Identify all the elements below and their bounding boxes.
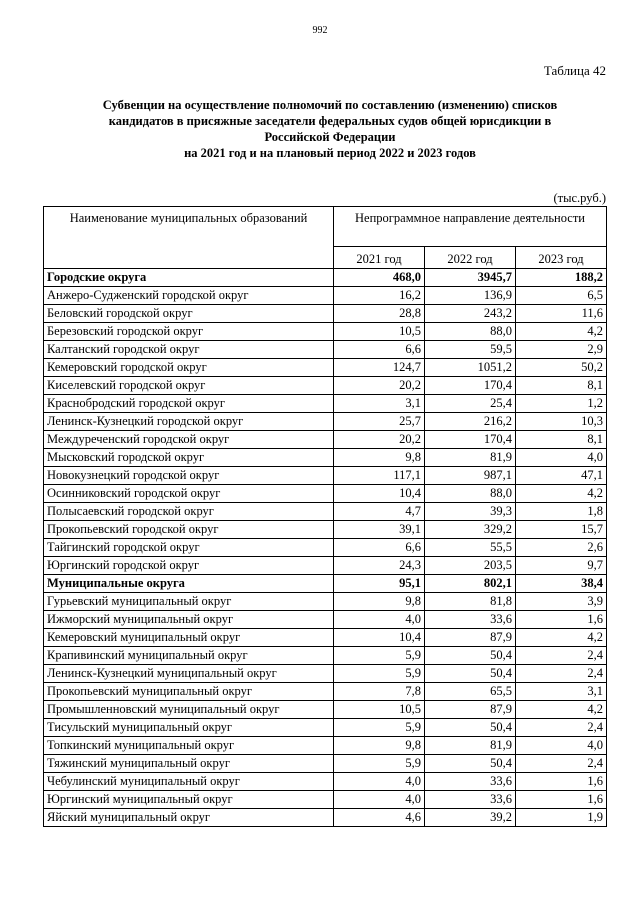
table-row bbox=[44, 647, 607, 665]
municipality-name: Ижморский муниципальный округ bbox=[44, 611, 334, 629]
table-row bbox=[44, 503, 607, 521]
value-2023: 8,1 bbox=[516, 431, 607, 449]
table-row bbox=[44, 719, 607, 737]
units-label: (тыс.руб.) bbox=[553, 191, 606, 205]
value-2023: 4,2 bbox=[516, 323, 607, 341]
value-2022: 87,9 bbox=[425, 629, 516, 647]
municipality-name: Новокузнецкий городской округ bbox=[44, 467, 334, 485]
table-row bbox=[44, 377, 607, 395]
value-2022: 88,0 bbox=[425, 485, 516, 503]
value-2022: 33,6 bbox=[425, 791, 516, 809]
table-group-row bbox=[44, 269, 607, 287]
table-body bbox=[44, 269, 607, 827]
table-row bbox=[44, 809, 607, 827]
table-row bbox=[44, 395, 607, 413]
value-2021: 4,6 bbox=[334, 809, 425, 827]
value-2022: 81,8 bbox=[425, 593, 516, 611]
municipality-name: Кемеровский городской округ bbox=[44, 359, 334, 377]
value-2021: 7,8 bbox=[334, 683, 425, 701]
municipality-name: Междуреченский городской округ bbox=[44, 431, 334, 449]
municipality-name: Мысковский городской округ bbox=[44, 449, 334, 467]
value-2022: 802,1 bbox=[425, 575, 516, 593]
value-2023: 1,6 bbox=[516, 791, 607, 809]
table-label: Таблица 42 bbox=[543, 63, 606, 78]
header-municipality: Наименование муниципальных образований bbox=[44, 207, 334, 269]
value-2023: 2,4 bbox=[516, 647, 607, 665]
value-2023: 38,4 bbox=[516, 575, 607, 593]
municipality-name: Промышленновский муниципальный округ bbox=[44, 701, 334, 719]
value-2021: 9,8 bbox=[334, 737, 425, 755]
value-2021: 5,9 bbox=[334, 719, 425, 737]
value-2022: 136,9 bbox=[425, 287, 516, 305]
value-2022: 33,6 bbox=[425, 611, 516, 629]
value-2021: 9,8 bbox=[334, 593, 425, 611]
value-2021: 24,3 bbox=[334, 557, 425, 575]
value-2023: 4,0 bbox=[516, 449, 607, 467]
value-2023: 1,2 bbox=[516, 395, 607, 413]
municipality-name: Краснобродский городской округ bbox=[44, 395, 334, 413]
value-2021: 5,9 bbox=[334, 665, 425, 683]
table-row bbox=[44, 431, 607, 449]
value-2023: 2,6 bbox=[516, 539, 607, 557]
value-2023: 2,4 bbox=[516, 719, 607, 737]
table-row bbox=[44, 791, 607, 809]
table-row bbox=[44, 359, 607, 377]
header-year-2021: 2021 год bbox=[334, 247, 425, 269]
value-2022: 33,6 bbox=[425, 773, 516, 791]
value-2023: 4,2 bbox=[516, 701, 607, 719]
value-2022: 170,4 bbox=[425, 377, 516, 395]
value-2023: 3,1 bbox=[516, 683, 607, 701]
value-2022: 329,2 bbox=[425, 521, 516, 539]
value-2023: 11,6 bbox=[516, 305, 607, 323]
value-2023: 47,1 bbox=[516, 467, 607, 485]
value-2023: 188,2 bbox=[516, 269, 607, 287]
table-row bbox=[44, 701, 607, 719]
value-2022: 987,1 bbox=[425, 467, 516, 485]
table-row bbox=[44, 665, 607, 683]
table-row bbox=[44, 611, 607, 629]
municipality-name: Юргинский муниципальный округ bbox=[44, 791, 334, 809]
value-2021: 124,7 bbox=[334, 359, 425, 377]
value-2023: 2,9 bbox=[516, 341, 607, 359]
value-2022: 170,4 bbox=[425, 431, 516, 449]
value-2022: 203,5 bbox=[425, 557, 516, 575]
municipality-name: Ленинск-Кузнецкий муниципальный округ bbox=[44, 665, 334, 683]
value-2023: 6,5 bbox=[516, 287, 607, 305]
value-2023: 1,8 bbox=[516, 503, 607, 521]
table-row bbox=[44, 449, 607, 467]
value-2022: 50,4 bbox=[425, 719, 516, 737]
value-2021: 3,1 bbox=[334, 395, 425, 413]
value-2023: 8,1 bbox=[516, 377, 607, 395]
value-2021: 4,7 bbox=[334, 503, 425, 521]
table-row bbox=[44, 773, 607, 791]
table-row bbox=[44, 341, 607, 359]
value-2023: 4,2 bbox=[516, 485, 607, 503]
table-row bbox=[44, 755, 607, 773]
value-2023: 9,7 bbox=[516, 557, 607, 575]
municipality-name: Анжеро-Судженский городской округ bbox=[44, 287, 334, 305]
municipality-name: Гурьевский муниципальный округ bbox=[44, 593, 334, 611]
municipality-name: Юргинский городской округ bbox=[44, 557, 334, 575]
table-row bbox=[44, 485, 607, 503]
subsidy-table bbox=[43, 206, 607, 827]
value-2021: 28,8 bbox=[334, 305, 425, 323]
value-2022: 25,4 bbox=[425, 395, 516, 413]
value-2021: 10,4 bbox=[334, 485, 425, 503]
municipality-name: Чебулинский муниципальный округ bbox=[44, 773, 334, 791]
value-2021: 20,2 bbox=[334, 377, 425, 395]
value-2022: 81,9 bbox=[425, 449, 516, 467]
title-line: кандидатов в присяжные заседатели федеральных судов общей юрисдикции в bbox=[108, 114, 552, 128]
value-2022: 50,4 bbox=[425, 665, 516, 683]
municipality-name: Тайгинский городской округ bbox=[44, 539, 334, 557]
value-2021: 6,6 bbox=[334, 539, 425, 557]
table-row bbox=[44, 593, 607, 611]
value-2023: 1,6 bbox=[516, 611, 607, 629]
value-2023: 4,0 bbox=[516, 737, 607, 755]
municipality-name: Яйский муниципальный округ bbox=[44, 809, 334, 827]
municipality-name: Ленинск-Кузнецкий городской округ bbox=[44, 413, 334, 431]
value-2021: 4,0 bbox=[334, 791, 425, 809]
header-direction: Непрограммное направление деятельности bbox=[334, 207, 607, 247]
table-row bbox=[44, 683, 607, 701]
municipality-name: Тяжинский муниципальный округ bbox=[44, 755, 334, 773]
value-2023: 4,2 bbox=[516, 629, 607, 647]
value-2023: 10,3 bbox=[516, 413, 607, 431]
value-2021: 468,0 bbox=[334, 269, 425, 287]
value-2023: 15,7 bbox=[516, 521, 607, 539]
value-2021: 16,2 bbox=[334, 287, 425, 305]
value-2021: 6,6 bbox=[334, 341, 425, 359]
header-year-2022: 2022 год bbox=[425, 247, 516, 269]
municipality-name: Киселевский городской округ bbox=[44, 377, 334, 395]
value-2022: 216,2 bbox=[425, 413, 516, 431]
value-2022: 50,4 bbox=[425, 755, 516, 773]
value-2021: 5,9 bbox=[334, 755, 425, 773]
value-2022: 88,0 bbox=[425, 323, 516, 341]
table-row bbox=[44, 467, 607, 485]
municipality-name: Прокопьевский городской округ bbox=[44, 521, 334, 539]
value-2023: 3,9 bbox=[516, 593, 607, 611]
header-year-2023: 2023 год bbox=[516, 247, 607, 269]
table-row bbox=[44, 629, 607, 647]
municipality-name: Калтанский городской округ bbox=[44, 341, 334, 359]
value-2022: 59,5 bbox=[425, 341, 516, 359]
title-line: Российской Федерации bbox=[264, 130, 396, 144]
municipality-name: Прокопьевский муниципальный округ bbox=[44, 683, 334, 701]
value-2023: 1,6 bbox=[516, 773, 607, 791]
value-2022: 50,4 bbox=[425, 647, 516, 665]
table-row bbox=[44, 521, 607, 539]
value-2021: 95,1 bbox=[334, 575, 425, 593]
value-2021: 10,4 bbox=[334, 629, 425, 647]
value-2021: 20,2 bbox=[334, 431, 425, 449]
value-2023: 2,4 bbox=[516, 665, 607, 683]
document-title bbox=[40, 97, 620, 161]
municipality-name: Полысаевский городской округ bbox=[44, 503, 334, 521]
municipality-name: Городские округа bbox=[44, 269, 334, 287]
value-2022: 39,2 bbox=[425, 809, 516, 827]
value-2023: 2,4 bbox=[516, 755, 607, 773]
value-2022: 3945,7 bbox=[425, 269, 516, 287]
municipality-name: Крапивинский муниципальный округ bbox=[44, 647, 334, 665]
value-2023: 1,9 bbox=[516, 809, 607, 827]
municipality-name: Осинниковский городской округ bbox=[44, 485, 334, 503]
table-row bbox=[44, 557, 607, 575]
value-2021: 39,1 bbox=[334, 521, 425, 539]
table-group-row bbox=[44, 575, 607, 593]
value-2021: 9,8 bbox=[334, 449, 425, 467]
value-2021: 117,1 bbox=[334, 467, 425, 485]
municipality-name: Тисульский муниципальный округ bbox=[44, 719, 334, 737]
table-row bbox=[44, 539, 607, 557]
table-row bbox=[44, 737, 607, 755]
municipality-name: Топкинский муниципальный округ bbox=[44, 737, 334, 755]
value-2021: 4,0 bbox=[334, 611, 425, 629]
table-row bbox=[44, 287, 607, 305]
value-2022: 1051,2 bbox=[425, 359, 516, 377]
value-2022: 81,9 bbox=[425, 737, 516, 755]
municipality-name: Березовский городской округ bbox=[44, 323, 334, 341]
municipality-name: Беловский городской округ bbox=[44, 305, 334, 323]
page-number: 992 bbox=[312, 25, 328, 36]
table-row bbox=[44, 305, 607, 323]
value-2023: 50,2 bbox=[516, 359, 607, 377]
value-2021: 10,5 bbox=[334, 323, 425, 341]
value-2022: 65,5 bbox=[425, 683, 516, 701]
value-2021: 5,9 bbox=[334, 647, 425, 665]
value-2022: 87,9 bbox=[425, 701, 516, 719]
table-row bbox=[44, 323, 607, 341]
title-line: Субвенции на осуществление полномочий по составлению (изменению) списков bbox=[102, 98, 558, 112]
title-line: на 2021 год и на плановый период 2022 и 2023 годов bbox=[184, 146, 476, 160]
value-2022: 243,2 bbox=[425, 305, 516, 323]
value-2021: 25,7 bbox=[334, 413, 425, 431]
value-2021: 10,5 bbox=[334, 701, 425, 719]
value-2022: 39,3 bbox=[425, 503, 516, 521]
municipality-name: Кемеровский муниципальный округ bbox=[44, 629, 334, 647]
value-2021: 4,0 bbox=[334, 773, 425, 791]
value-2022: 55,5 bbox=[425, 539, 516, 557]
table-row bbox=[44, 413, 607, 431]
municipality-name: Муниципальные округа bbox=[44, 575, 334, 593]
